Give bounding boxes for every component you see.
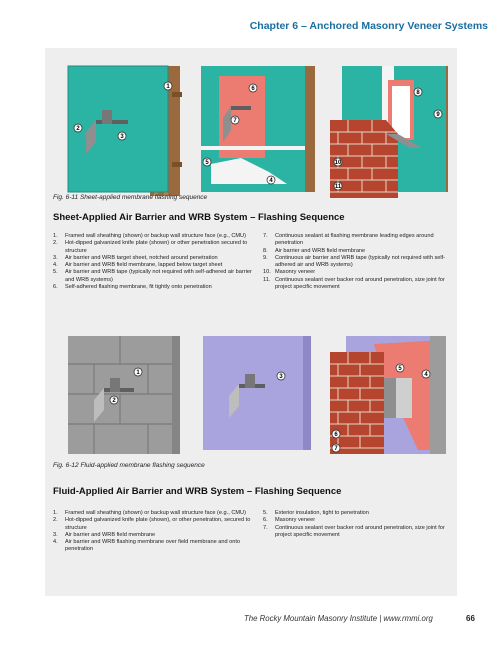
page-number: 66 [466, 614, 475, 623]
steps-list-sheet-left [53, 233, 253, 291]
footer-organization: The Rocky Mountain Masonry Institute | www.rmmi.org [244, 614, 433, 623]
list-item: 3. Air barrier and WRB target sheet, notched around penetration [53, 254, 218, 261]
list-item: 2. Hot-dipped galvanized knife plate (shown) or other penetration secured to structure [53, 240, 248, 254]
chapter-title: Chapter 6 – Anchored Masonry Veneer Systems [249, 20, 488, 32]
illustration-sheet-step2 [191, 62, 319, 202]
illustration-fluid-step1 [58, 332, 184, 458]
svg-text:3: 3 [279, 374, 283, 380]
list-item: 6. Self-adhered flashing membrane, fit tightly onto penetration [53, 284, 212, 291]
svg-text:3: 3 [120, 134, 124, 140]
list-item: 7. Continuous sealant over backer rod around penetration, size joint for project specific movement [263, 524, 445, 538]
steps-list-fluid-right [263, 510, 451, 539]
figure-panel-sheet-applied [45, 48, 457, 330]
steps-list-sheet-right [263, 233, 451, 291]
illustration-fluid-step3 [326, 332, 452, 458]
svg-text:11: 11 [334, 184, 342, 190]
svg-text:1: 1 [166, 84, 170, 90]
list-item: 10. Masonry veneer [263, 269, 316, 276]
svg-text:1: 1 [136, 370, 140, 376]
svg-text:5: 5 [398, 366, 402, 372]
list-item: 1. Framed wall sheathing (shown) or backup wall structure face (e.g., CMU) [53, 233, 246, 239]
svg-text:6: 6 [334, 432, 338, 438]
figure-caption-6-12: Fig. 6-12 Fluid-applied membrane flashing sequence [53, 462, 205, 469]
svg-text:4: 4 [269, 178, 273, 184]
list-item: 5. Air barrier and WRB tape (typically not required with self-adhered air barrier and WRB systems) [53, 269, 252, 283]
list-item: 9. Continuous air barrier and WRB tape (typically not required with self-adhered air and WRB systems) [263, 254, 446, 269]
page-header [0, 0, 502, 40]
section-title-fluid-applied: Fluid-Applied Air Barrier and WRB System – Flashing Sequence [53, 486, 342, 497]
list-item: 3. Air barrier and WRB field membrane [53, 531, 156, 538]
svg-text:8: 8 [416, 90, 420, 96]
list-item: 2. Hot-dipped galvanized knife plate (shown), or other penetration, secured to structure [53, 517, 251, 531]
list-item: 6. Masonry veneer [263, 517, 316, 524]
svg-text:7: 7 [334, 446, 338, 452]
list-item: 11. Continuous sealant over backer rod around penetration, size joint for project specific movement [263, 276, 445, 291]
svg-text:10: 10 [334, 160, 342, 166]
svg-text:7: 7 [233, 118, 237, 124]
list-item: 8. Air barrier and WRB field membrane [263, 247, 366, 254]
section-title-sheet-applied: Sheet-Applied Air Barrier and WRB System – Flashing Sequence [53, 212, 345, 223]
svg-text:2: 2 [76, 126, 80, 132]
figure-caption-6-11: Fig. 6-11 Sheet-applied membrane flashing sequence [53, 194, 208, 201]
illustration-sheet-step3 [326, 62, 452, 202]
steps-list-fluid-left [53, 510, 253, 554]
svg-text:5: 5 [205, 160, 209, 166]
figure-panel-fluid-applied [45, 330, 457, 596]
svg-text:2: 2 [112, 398, 116, 404]
list-item: 1. Framed wall sheathing (shown) or backup wall structure face (e.g., CMU) [53, 510, 246, 516]
illustration-fluid-step2 [191, 332, 319, 458]
svg-text:4: 4 [424, 372, 428, 378]
svg-text:9: 9 [436, 112, 440, 118]
list-item: 5. Exterior insulation, tight to penetration [263, 510, 369, 516]
list-item: 4. Air barrier and WRB field membrane, lapped below target sheet [53, 262, 223, 269]
list-item: 4. Air barrier and WRB flashing membrane over field membrane and onto penetration [53, 539, 241, 553]
list-item: 7. Continuous sealant at flashing membrane leading edges around penetration [263, 233, 434, 247]
illustration-sheet-step1 [58, 62, 184, 202]
svg-text:6: 6 [251, 86, 255, 92]
